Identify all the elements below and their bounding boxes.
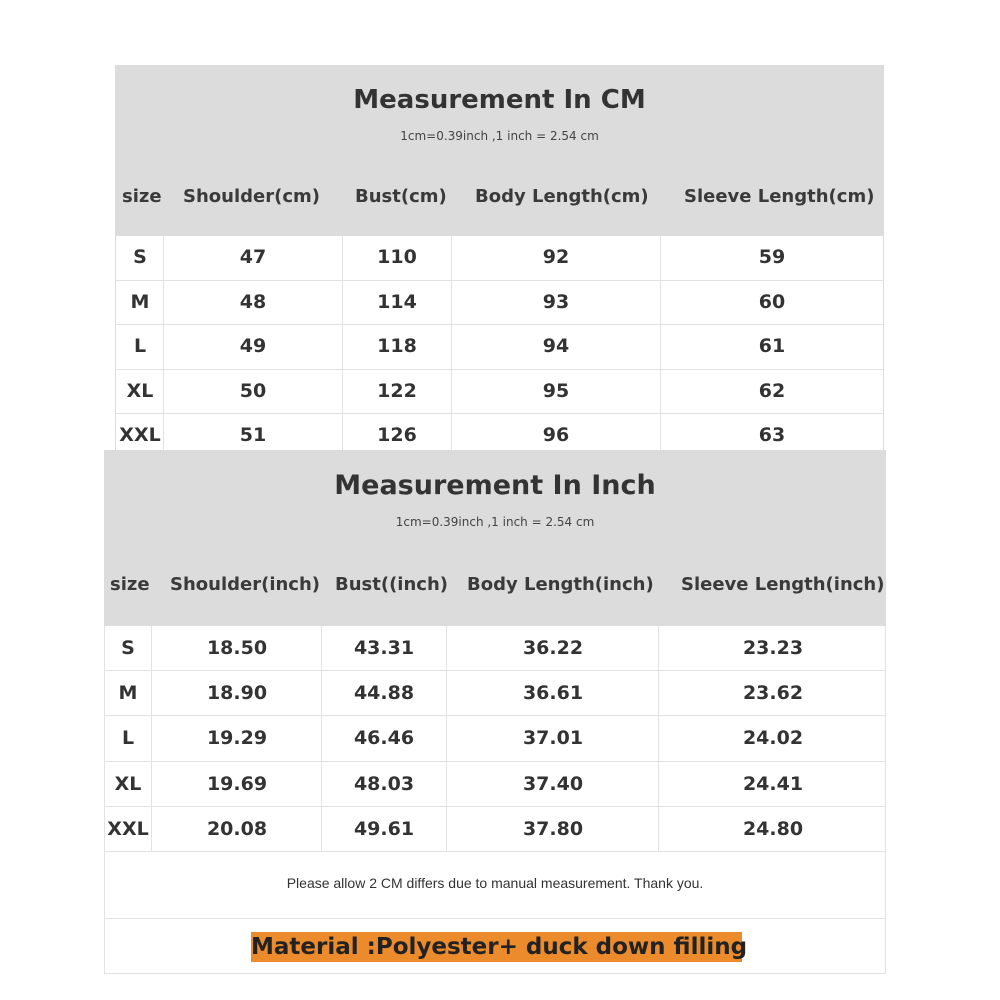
measurement-cell: 126 <box>377 424 417 447</box>
measurement-cell: 94 <box>542 335 570 358</box>
measurement-cell: 24.02 <box>742 727 804 750</box>
measurement-cell: 60 <box>758 290 786 313</box>
measurement-cell: 122 <box>377 379 417 402</box>
table-row <box>104 671 886 716</box>
size-cell: XL <box>126 379 154 402</box>
measurement-cell: 92 <box>542 246 570 268</box>
measurement-cell: 110 <box>377 246 417 268</box>
cm-table-title: Measurement In CM <box>353 85 646 115</box>
table-row <box>104 716 886 761</box>
measurement-cell: 19.29 <box>206 727 268 750</box>
measurement-cell: 36.22 <box>522 637 584 659</box>
measurement-cell: 50 <box>239 379 267 402</box>
measurement-cell: 93 <box>542 290 570 313</box>
measurement-note-row <box>104 847 886 919</box>
material-row <box>104 919 886 974</box>
inch-col-sleeve-length: Sleeve Length(inch) <box>681 574 885 595</box>
size-cell: XXL <box>107 817 149 840</box>
measurement-cell: 18.50 <box>206 637 268 659</box>
table-row <box>116 370 883 415</box>
cm-col-bust: Bust(cm) <box>355 186 447 207</box>
measurement-cell: 23.62 <box>742 682 804 705</box>
measurement-cell: 49.61 <box>353 817 415 840</box>
table-row <box>104 626 886 671</box>
measurement-cell: 20.08 <box>206 817 268 840</box>
inch-col-body-length: Body Length(inch) <box>467 574 654 595</box>
measurement-cell: 96 <box>542 424 570 447</box>
measurement-cell: 114 <box>377 290 417 313</box>
inch-table-body <box>104 626 886 852</box>
measurement-cell: 44.88 <box>353 682 415 705</box>
size-cell: S <box>121 637 135 659</box>
measurement-cell: 37.80 <box>522 817 584 840</box>
measurement-cell: 43.31 <box>353 637 415 659</box>
measurement-cell: 62 <box>758 379 786 402</box>
measurement-cell: 63 <box>758 424 786 447</box>
inch-column-headers <box>104 574 886 604</box>
measurement-cell: 23.23 <box>742 637 804 659</box>
table-row <box>104 762 886 807</box>
measurement-cell: 118 <box>377 335 417 358</box>
inch-table-title: Measurement In Inch <box>334 470 656 501</box>
cm-conversion-note: 1cm=0.39inch ,1 inch = 2.54 cm <box>400 129 599 143</box>
size-cell: L <box>133 335 147 358</box>
table-row <box>116 236 883 281</box>
measurement-cell: 51 <box>239 424 267 447</box>
table-row <box>116 281 883 326</box>
inch-col-bust: Bust((inch) <box>335 574 449 595</box>
measurement-cell: 18.90 <box>206 682 268 705</box>
measurement-cell: 49 <box>239 335 267 358</box>
size-cell: M <box>130 290 150 313</box>
measurement-cell: 61 <box>758 335 786 358</box>
measurement-cell: 46.46 <box>353 727 415 750</box>
measurement-cell: 37.40 <box>522 772 584 795</box>
measurement-cell: 48.03 <box>353 772 415 795</box>
cm-col-body-length: Body Length(cm) <box>475 186 649 207</box>
inch-size-table <box>104 450 886 852</box>
inch-col-size: size <box>110 574 150 595</box>
size-cell: XL <box>114 772 142 795</box>
table-row <box>104 807 886 852</box>
cm-col-shoulder: Shoulder(cm) <box>183 186 320 207</box>
measurement-cell: 59 <box>758 246 786 268</box>
cm-column-headers <box>115 186 884 216</box>
measurement-cell: 48 <box>239 290 267 313</box>
measurement-cell: 95 <box>542 379 570 402</box>
measurement-cell: 24.80 <box>742 817 804 840</box>
inch-table-header <box>104 450 886 626</box>
size-cell: L <box>121 727 135 750</box>
inch-conversion-note: 1cm=0.39inch ,1 inch = 2.54 cm <box>395 515 595 529</box>
measurement-cell: 24.41 <box>742 772 804 795</box>
cm-table-body <box>116 236 883 458</box>
measurement-cell: 36.61 <box>522 682 584 705</box>
inch-col-shoulder: Shoulder(inch) <box>170 574 321 595</box>
size-cell: M <box>118 682 138 705</box>
measurement-cell: 37.01 <box>522 727 584 750</box>
cm-table-header <box>115 65 884 236</box>
measurement-note: Please allow 2 CM differs due to manual measurement. Thank you. <box>286 875 704 891</box>
size-cell: S <box>133 246 147 268</box>
material-text: Material :Polyester+ duck down filling <box>251 934 748 960</box>
measurement-cell: 47 <box>239 246 267 268</box>
cm-col-size: size <box>122 186 162 207</box>
table-row <box>116 325 883 370</box>
cm-col-sleeve-length: Sleeve Length(cm) <box>684 186 875 207</box>
size-cell: XXL <box>119 424 161 447</box>
measurement-cell: 19.69 <box>206 772 268 795</box>
cm-size-table <box>115 65 884 458</box>
